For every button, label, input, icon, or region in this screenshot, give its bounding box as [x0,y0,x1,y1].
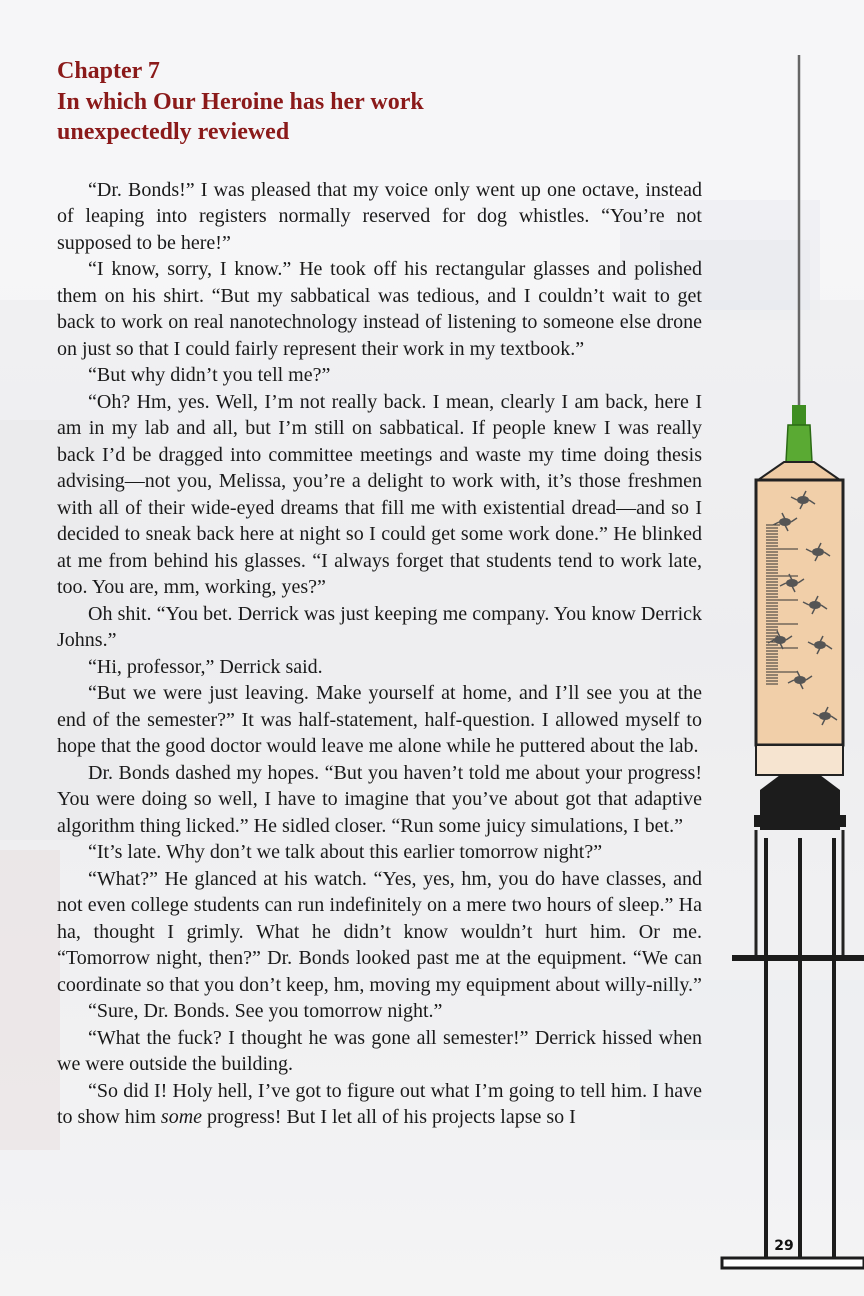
body-paragraph: “I know, sorry, I know.” He took off his rectangular glasses and polished them on his shirt. “But my sabbatical was tedious, and I couldn’t wait to get back to work on real nanotechnology instead of listening to someone else drone on just so that I could fairly represent their work in my textbook.” [57,258,702,360]
chapter-number: Chapter 7 [57,58,160,84]
plunger-thumb-rest [722,1258,864,1268]
chapter-heading [57,56,702,148]
body-paragraph: “Oh? Hm, yes. Well, I’m not really back. I mean, clearly I am back, here I am in my lab and all, but I’m still on sabbatical. If people knew I was really back I’d be dragged into committee meetings and waste my time doing thesis advising—not you, Melissa, you’re a delight to work with, it’s those freshmen with all of their wide-eyed dreams that fill me with existential dread—and so I decided to sneak back here at night so I could get some work done.” He blinked at me from behind his glasses. “I always forget that students tend to work late, too. You are, mm, working, yes?” [57,390,702,598]
body-paragraph: “Hi, professor,” Derrick said. [88,655,323,678]
body-paragraph: “It’s late. Why don’t we talk about this earlier tomorrow night?” [88,841,603,863]
last-paragraph-start: “So did I! Holy hell, I’ve got to figure out what I’m going to tell him. I have to show him [57,1079,702,1128]
body-paragraph-last [57,1078,702,1131]
needle-hub [786,405,812,462]
body-paragraph: Dr. Bonds dashed my hopes. “But you haven’t told me about your progress! You were doing so well, I have to imagine that you’ve about got that adaptive algorithm thing licked.” He sidled closer. “Run some juicy simulations, I bet.” [57,761,702,837]
chapter-text-column [57,56,702,1131]
plunger-rod [766,838,834,1260]
body-paragraph: “Dr. Bonds!” I was pleased that my voice only went up one octave, instead of leaping into registers normally reserved for dog whistles. “You’re not supposed to be here!” [57,178,702,254]
body-paragraph: “What?” He glanced at his watch. “Yes, yes, hm, you do have classes, and not even college students can run indefinitely on a mere two hours of sleep.” Ha ha, thought I grimly. What he didn’t know wouldn’t hurt him. Or me. “Tomorrow night, then?” Dr. Bonds looked past me at the equipment. “We can coordinate so that you don’t keep, hm, moving my equipment about willy-nilly.” [57,867,702,996]
barrel-tip [758,462,840,480]
chapter-title-line-1: In which Our Heroine has her work [57,88,424,115]
body-paragraph: Oh shit. “You bet. Derrick was just keeping me company. You know Derrick Johns.” [57,602,702,651]
body-paragraph: “But we were just leaving. Make yourself at home, and I’ll see you at the end of the semester?” It was half-statement, half-question. I allowed myself to hope that the good doctor would leave me alone while he puttered about the lab. [57,682,702,757]
last-paragraph-end: progress! But I let all of his projects lapse so I [202,1106,576,1128]
body-paragraph: “But why didn’t you tell me?” [88,364,331,386]
chapter-title-line-2: unexpectedly reviewed [57,119,290,145]
body-paragraph: “What the fuck? I thought he was gone all semester!” Derrick hissed when we were outside the building. [57,1026,702,1075]
body-paragraph: “Sure, Dr. Bonds. See you tomorrow night.” [88,1000,443,1022]
emphasized-word: some [160,1106,203,1128]
plunger-seal [760,775,840,830]
page-number: 29 [774,1238,794,1254]
chapter-body [57,177,702,1131]
